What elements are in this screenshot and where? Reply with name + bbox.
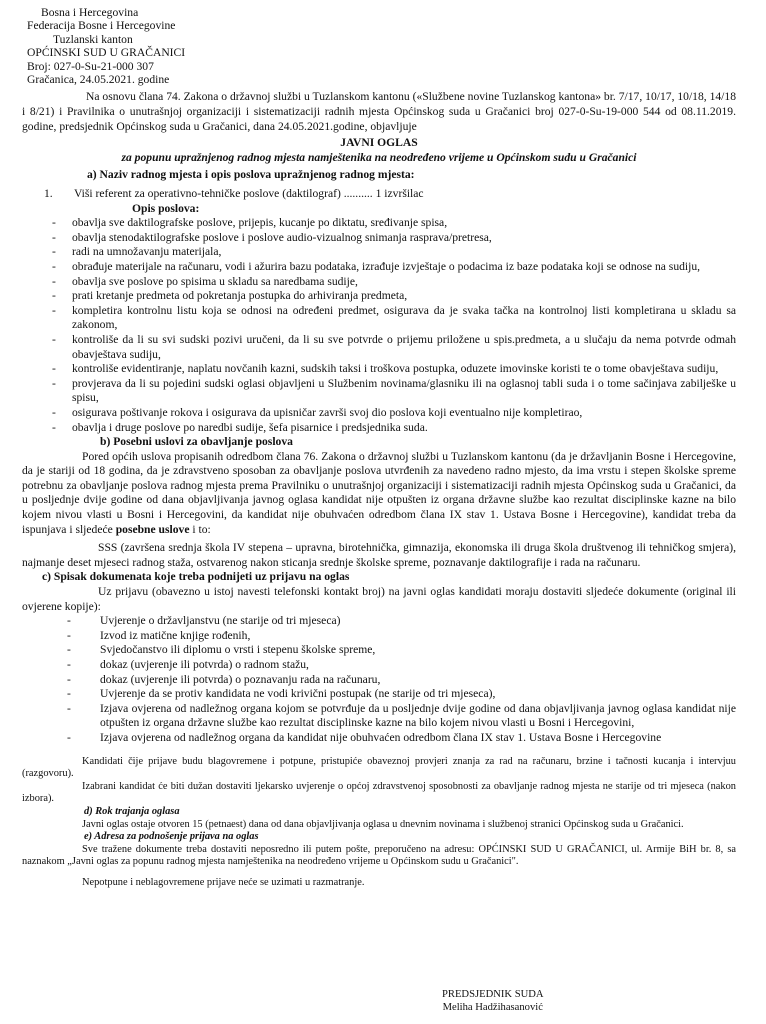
header-court: OPĆINSKI SUD U GRAČANICI	[27, 46, 186, 60]
intro-paragraph: Na osnovu člana 74. Zakona o državnoj službi u Tuzlanskom kantonu («Službene novine Tuzlanskog kantona» br. 7/17, 10/17, 10/18, 14/18 i 8/21) i Pravilnika o unutrašnjoj organizaciji i sistematizaciji radnih mjesta Općinskog suda u Gračanici broj 027-0-Su-19-000 544 od 08.11.2019. godine, predsjednik Općinskog suda u Gračanici, dana 24.05.2021.godine, objavljuje	[22, 90, 736, 133]
health-paragraph: Izabrani kandidat će biti dužan dostaviti ljekarsko uvjerenje o općoj zdravstvenoj sposobnosti za obavljanje radnog mjesta ne starije od tri mjeseca (nakon izbora).	[22, 780, 736, 805]
documents-list	[22, 614, 736, 745]
signature-title: PREDSJEDNIK SUDA	[442, 989, 544, 1000]
list-item: - dokaz (uvjerenje ili potvrda) o radnom stažu,	[67, 658, 309, 671]
duties-list	[22, 216, 736, 435]
list-item: - Izvod iz matične knjige rođenih,	[67, 628, 251, 642]
conditions-paragraph: Pored općih uslova propisanih odredbom člana 76. Zakona o državnoj službi u Tuzlanskom kantonu (da je državljanin Bosne i Hercegovine, da je stariji od 18 godina, da je zdravstveno sposoban za obavljanje poslova utvrđenih za navedeno radno mjesto, da ima vrstu i stepen školske spreme potrebnu za obavljanje poslova radnog mjesta prema Pravilniku o unutrašnjoj organizaciji i sistematizaciji radnih mjesta Općinskog suda u Gračanici, da u posljednje dvije godine od dana objavljivanja javnog oglasa kandidat nije otpušten iz organa državne službe kao rezultat disciplinske kazne na bilo kojem nivou vlasti u Bosni i Hercegovini, da kandidat nije obuhvaćen odredbom člana IX stav 1. Ustava Bosne i Hercegovine), kandidat treba da ispunjava i sljedeće posebne uslove i to:	[22, 449, 736, 536]
list-item: - obavlja sve poslove po spisima u skladu sa naredbama sudije,	[52, 274, 358, 288]
list-item: - Svjedočanstvo ili diplomu o vrsti i stepenu školske spreme,	[67, 643, 376, 657]
position-line	[22, 187, 736, 202]
header-federation: Federacija Bosne i Hercegovine	[27, 19, 176, 33]
section-b-heading: b) Posebni uslovi za obavljanje poslova	[100, 435, 293, 449]
header-canton: Tuzlanski kanton	[53, 32, 133, 46]
check-paragraph: Kandidati čije prijave budu blagovremene i potpune, pristupiće obaveznoj provjeri znanja za rad na računaru, brzine i tačnosti kucanja i intervjuu (razgovoru).	[22, 755, 736, 780]
signature-name: Meliha Hadžihasanović	[442, 1002, 543, 1013]
position-number: 1.	[44, 187, 53, 200]
documents-intro: Uz prijavu (obavezno u istoj navesti telefonski kontakt broj) na javni oglas kandidati moraju dostaviti sljedeće dokumente (original ili ovjerene kopije):	[22, 585, 736, 613]
list-item: - dokaz (uvjerenje ili potvrda) o poznavanju rada na računaru,	[67, 672, 381, 686]
list-item: - kontroliše da li su svi sudski pozivi uručeni, da li su sve potvrde o prijemu priložene u spis.predmeta, a u slučaju da nema potvrde odmah obavještava sudiju,	[52, 332, 736, 361]
list-item: - Uvjerenje da se protiv kandidata ne vodi krivični postupak (ne starije od tri mjeseca),	[67, 687, 496, 701]
signature-block	[442, 988, 544, 1014]
list-item: - Uvjerenje o državljanstvu (ne starije od tri mjeseca)	[67, 614, 341, 628]
section-d-heading: d) Rok trajanja oglasa	[84, 805, 180, 817]
deadline-paragraph: Javni oglas ostaje otvoren 15 (petnaest) dana od dana objavljivanja oglasa u dnevnim novinama i službenoj stranici Općinskog suda u Gračanici.	[82, 818, 684, 830]
section-c-heading: c) Spisak dokumenata koje treba podnijeti uz prijavu na oglas	[42, 570, 350, 584]
page-subtitle: za popunu upražnjenog radnog mjesta namještenika na neodređeno vrijeme u Općinskom sudu u Gračanici	[121, 150, 637, 164]
education-paragraph: SSS (završena srednja škola IV stepena – upravna, birotehnička, gimnazija, ekonomska ili druga škola društvenog ili tehničkog smjera), najmanje deset mjeseci radnog staža, ostvarenog nakon sticanja srednje školske spreme, poznavanje daktilografije i rada na računaru.	[22, 541, 736, 569]
list-item: - obrađuje materijale na računaru, vodi i ažurira bazu podataka, izrađuje izvještaje o podacima iz baze podataka koji se odnose na sudiju,	[52, 259, 701, 273]
list-item: - kontroliše evidentiranje, naplatu novčanih kazni, sudskih taksi i troškova postupka, oduzete imovinske koristi te o tome obavještava sudiju,	[52, 362, 719, 376]
header-country: Bosna i Hercegovina	[41, 6, 139, 19]
list-item: - provjerava da li su pojedini sudski oglasi objavljeni u Službenim novinama/glasniku ili na oglasnoj tabli suda i o tome sačinjava zabilješke u spisu,	[52, 376, 736, 405]
section-a-heading: a) Naziv radnog mjesta i opis poslova upražnjenog radnog mjesta:	[87, 168, 415, 182]
page-title: JAVNI OGLAS	[340, 136, 418, 150]
list-item: - prati kretanje predmeta od pokretanja postupka do arhiviranja predmeta,	[52, 289, 408, 303]
section-e-heading: e) Adresa za podnošenje prijava na oglas	[84, 831, 259, 843]
list-item: - obavlja sve daktilografske poslove, prijepis, kucanje po diktatu, sređivanje spisa,	[52, 216, 448, 230]
list-item: - radi na umnožavanju materijala,	[52, 245, 222, 259]
list-item: - obavlja i druge poslove po naredbi sudije, šefa pisarnice i predsjednika suda.	[52, 420, 428, 434]
list-item: - Izjava ovjerena od nadležnog organa da kandidat nije obuhvaćen odredbom člana IX stav 1. Ustava Bosne i Hercegovine	[67, 730, 662, 744]
list-item: - osigurava poštivanje rokova i osigurava da upisničar završi svoj dio poslova koji eventualno nije kompletirao,	[52, 405, 583, 419]
address-paragraph: Sve tražene dokumente treba dostaviti neposredno ili putem pošte, preporučeno na adresu: OPĆINSKI SUD U GRAČANICI, ul. Armije BiH br. 8, sa naznakom „Javni oglas za popunu radnog mjesta namještenika na neodređeno vrijeme u Općinskom sudu u Gračanici".	[22, 843, 736, 868]
court-header	[22, 6, 736, 86]
position-text: Viši referent za operativno-tehničke poslove (daktilograf) .......... 1 izvršilac	[74, 187, 424, 200]
list-item: - kompletira kontrolnu listu koja se odnosi na određeni predmet, osigurava da je svaka tačka na kontrolnoj listi kompletirana u skladu sa zakonom,	[52, 303, 736, 332]
final-note: Nepotpune i neblagovremene prijave neće se uzimati u razmatranje.	[82, 876, 365, 888]
header-date: Gračanica, 24.05.2021. godine	[27, 73, 170, 87]
header-number: Broj: 027-0-Su-21-000 307	[27, 59, 154, 73]
closing-block	[22, 756, 736, 890]
duties-heading: Opis poslova:	[132, 201, 200, 215]
list-item: - obavlja stenodaktilografske poslove i poslove audio-vizualnog snimanja rasprava/pretresa,	[52, 230, 492, 244]
list-item: - Izjava ovjerena od nadležnog organa kojom se potvrđuje da u posljednje dvije godine od dana objavljivanja javnog oglasa kandidat nije otpušten iz organa državne službe kao rezultat disciplinske kazne na bilo kojem nivou vlasti u Bosni i Hercegovini,	[67, 701, 736, 730]
special-conditions-label: posebne uslove	[115, 522, 190, 536]
